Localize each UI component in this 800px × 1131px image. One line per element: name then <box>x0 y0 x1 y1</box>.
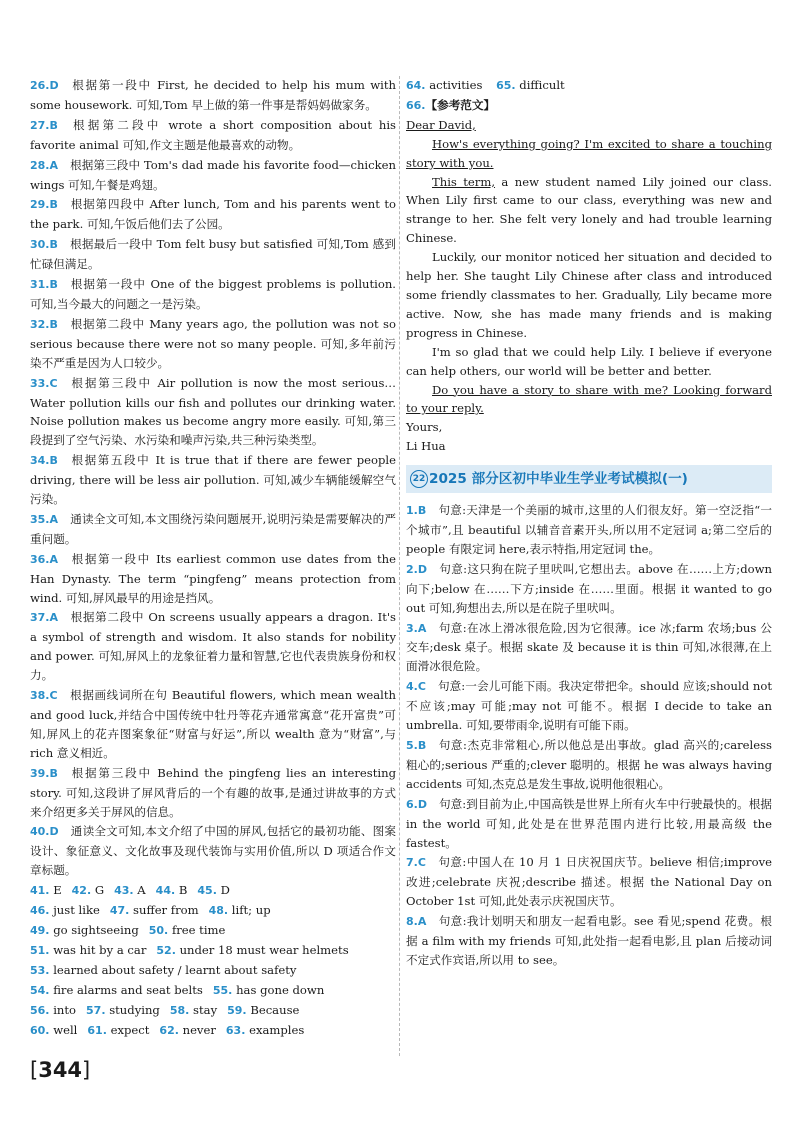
essay-paragraph-4: I'm so glad that we could help Lily. I believe if everyone can help others, our world will be better and better. <box>406 344 772 378</box>
answer-text: free time <box>171 922 226 937</box>
answer-item <box>30 116 396 155</box>
answer-item <box>30 764 396 822</box>
essay-paragraph-1: How's everything going? I'm excited to share a touching story with you. <box>406 136 772 170</box>
question-number: 28. <box>30 158 50 172</box>
explanation-text: 句意:在冰上滑冰很危险,因为它很薄。ice 冰;farm 农场;bus 公交车;desk 桌子。根据 skate 及 because it is thin 可知,冰很薄,在上面滑冰很危险。 <box>406 620 772 674</box>
answer-choice: B <box>49 238 58 252</box>
explanation-text: 句意:中国人在 10 月 1 日庆祝国庆节。believe 相信;improve 改进;celebrate 庆祝;describe 描述。根据 the National Day on October 1st 可知,此处表示庆祝国庆节。 <box>406 855 772 909</box>
short-answer-row <box>30 881 396 901</box>
answer-text: D <box>220 883 230 898</box>
left-answer-list <box>30 76 396 880</box>
answer-choice: D <box>49 79 59 92</box>
answer-text: well <box>53 1022 78 1037</box>
essay-signature: Li Hua <box>406 439 446 454</box>
question-number: 6. <box>406 797 418 811</box>
question-number: 7. <box>406 856 418 870</box>
answer-choice: B <box>49 766 58 780</box>
answer-number: 58. <box>169 1003 190 1017</box>
explanation-text: 根据第三段中 Behind the pingfeng lies an interesting story. 可知,这段讲了屏风背后的一个有趣的故事,是通过讲故事的方式来介绍更多关于屏风的信息。 <box>30 765 396 819</box>
answer-item <box>30 822 396 880</box>
answer-item <box>406 853 772 911</box>
answer-text: has gone down <box>236 982 325 997</box>
answer-choice: C <box>49 689 58 703</box>
question-number: 30. <box>30 238 50 252</box>
answer-choice: B <box>417 504 427 518</box>
answer-number: 43. <box>114 884 134 898</box>
answer-item <box>30 510 396 549</box>
question-number: 29. <box>30 198 50 212</box>
short-answer-row <box>30 1021 396 1041</box>
question-number: 4. <box>406 680 418 694</box>
answer-choice: C <box>417 680 426 694</box>
short-answer-row <box>30 941 396 961</box>
explanation-text: 根据第四段中 After lunch, Tom and his parents went to the park. 可知,午饭后他们去了公园。 <box>30 197 396 232</box>
answer-item <box>30 451 396 509</box>
answer-text: was hit by a car <box>53 942 147 957</box>
answer-choice: A <box>49 158 59 172</box>
answer-item <box>30 195 396 234</box>
answer-number: 56. <box>30 1003 50 1017</box>
answer-item <box>406 501 772 559</box>
essay-label: 66.【参考范文】 <box>406 97 496 112</box>
question-number: 1. <box>406 504 418 518</box>
short-answer-row <box>30 981 396 1001</box>
answer-item <box>30 608 396 685</box>
answer-number: 61. <box>87 1023 107 1037</box>
answer-item <box>406 736 772 794</box>
answer-item <box>30 315 396 373</box>
answer-text: B <box>178 883 188 898</box>
answer-number: 47. <box>109 904 130 918</box>
explanation-text: 通读全文可知,本文介绍了中国的屏风,包括它的最初功能、图案设计、象征意义、文化故事及现代装饰与实用价值,所以 D 项适合作文章标题。 <box>30 824 396 878</box>
answer-number: 60. <box>30 1023 50 1037</box>
explanation-text: 根据画线词所在句 Beautiful flowers, which mean wealth and good luck,并结合中国传统中牡丹等花卉通常寓意“花开富贵”可知,屏风上的花卉图案象征“财富与好运”,所以 wealth 意为“财富”,与 rich 意义相近。 <box>30 688 396 760</box>
section-badge: 22 <box>410 470 428 488</box>
answer-text: suffer from <box>133 903 199 918</box>
answer-number: 42. <box>71 884 92 898</box>
answer-text: lift; up <box>231 903 271 918</box>
answer-choice: A <box>417 621 427 635</box>
answer-choice: B <box>49 278 58 292</box>
answer-text: learned about safety / learnt about safety <box>53 962 297 977</box>
question-number: 34. <box>30 454 50 468</box>
answer-text: go sightseeing <box>53 922 139 937</box>
question-number: 37. <box>30 611 50 625</box>
essay-closing: Yours, <box>406 420 443 435</box>
explanation-text: 句意:天津是一个美丽的城市,这里的人们很友好。第一空泛指“一个城市”,且 beautiful 以辅音音素开头,所以用不定冠词 a;第二空后的 people 有限定词 here,表示特指,用定冠词 the。 <box>406 503 772 556</box>
answer-number: 48. <box>208 904 229 918</box>
answer-item <box>30 235 396 274</box>
explanation-text: 句意:这只狗在院子里吠叫,它想出去。above 在……上方;down 向下;below 在……下方;inside 在……里面。根据 it wanted to go out 可知,狗想出去,所以是在院子里吠叫。 <box>406 561 772 615</box>
answer-choice: C <box>49 376 58 390</box>
answer-number: 45. <box>197 884 217 898</box>
answer-item <box>406 677 772 735</box>
answer-number: 46. <box>30 904 50 918</box>
answer-choice: C <box>417 856 426 870</box>
question-number: 40. <box>30 825 50 839</box>
essay-paragraph-2: This term, a new student named Lily joined our class. When Lily first came to our class, everything was new and strange to her. She felt very lonely and had trouble learning Chinese. <box>406 174 772 246</box>
explanation-text: 根据第一段中 One of the biggest problems is pollution. 可知,当今最大的问题之一是污染。 <box>30 277 396 311</box>
explanation-text: 根据第三段中 Air pollution is now the most serious…Water pollution kills our fish and pollutes our drinking water. Noise pollution makes us become angry more easily. 可知,第三段提到了空气污染、水污染和噪声污染,共三种污染类型。 <box>30 375 396 448</box>
question-number: 5. <box>406 739 418 752</box>
answer-item <box>406 619 772 677</box>
answer-number: 51. <box>30 943 50 957</box>
question-number: 31. <box>30 278 50 292</box>
question-number: 35. <box>30 512 50 526</box>
answer-choice: D <box>417 797 427 811</box>
answer-number: 63. <box>225 1023 246 1037</box>
question-number: 2. <box>406 562 418 576</box>
question-number: 8. <box>406 915 418 929</box>
explanation-text: 句意:到目前为止,中国高铁是世界上所有火车中行驶最快的。根据 in the world 可知,此处是在世界范围内进行比较,用最高级 the fastest。 <box>406 796 772 850</box>
answer-text: just like <box>53 903 100 918</box>
answer-text: examples <box>249 1022 305 1037</box>
answer-number: 65. <box>496 79 516 92</box>
answer-choice: B <box>49 118 58 132</box>
answer-item <box>406 795 772 853</box>
answer-text: under 18 must wear helmets <box>179 942 349 957</box>
answer-item <box>30 374 396 451</box>
essay-paragraph-3: Luckily, our monitor noticed her situation and decided to help her. She taught Lily Chinese after class and introduced some friendly classmates to her. Gradually, Lily became more active. Now, she has made many friends and is making progress in Chinese. <box>406 250 772 340</box>
answer-text: Because <box>250 1002 300 1017</box>
answer-number: 52. <box>156 943 176 957</box>
question-number: 36. <box>30 552 50 566</box>
answer-text: E <box>53 883 62 898</box>
section-title: 2025 部分区初中毕业生学业考试模拟(一) <box>429 471 688 488</box>
answer-number: 64. <box>406 79 426 92</box>
short-answer-row <box>30 1001 396 1021</box>
question-number: 26. <box>30 79 50 92</box>
model-essay <box>406 96 772 456</box>
answer-text: into <box>53 1002 77 1017</box>
answer-text: studying <box>109 1002 160 1017</box>
answer-number: 49. <box>30 923 50 937</box>
short-answer-row <box>30 921 396 941</box>
question-number: 32. <box>30 317 50 331</box>
answer-choice: A <box>417 915 427 929</box>
answer-text: expect <box>110 1022 150 1037</box>
answer-choice: B <box>49 198 58 212</box>
left-column <box>30 76 396 1040</box>
answer-text: activities <box>429 78 483 92</box>
short-answer-list <box>30 881 396 1040</box>
explanation-text: 根据第一段中 Its earliest common use dates from the Han Dynasty. The term “pingfeng” means protection from wind. 可知,屏风最早的用途是挡风。 <box>30 551 396 605</box>
answer-choice: B <box>417 739 427 752</box>
answer-item <box>30 686 396 763</box>
answer-choice: A <box>49 512 59 526</box>
answer-item <box>30 76 396 115</box>
answer-number: 44. <box>155 884 176 898</box>
explanation-text: 句意:一会儿可能下雨。我决定带把伞。should 应该;should not 不应该;may 可能;may not 可能不。根据 I decide to take an umbrella. 可知,要带雨伞,说明有可能下雨。 <box>406 679 772 733</box>
answer-number: 54. <box>30 983 50 997</box>
question-number: 33. <box>30 376 50 390</box>
explanation-text: 根据第五段中 It is true that if there are fewer people driving, there will be less air pollution. 可知,减少车辆能缓解空气污染。 <box>30 453 396 507</box>
answer-choice: B <box>49 317 58 331</box>
explanation-text: 根据最后一段中 Tom felt busy but satisfied 可知,Tom 感到忙碌但满足。 <box>30 237 396 272</box>
explanation-text: 根据第二段中 wrote a short composition about his favorite animal 可知,作文主题是他最喜欢的动物。 <box>30 117 396 152</box>
question-number: 38. <box>30 689 50 703</box>
answer-choice: A <box>49 611 59 625</box>
explanation-text: 句意:杰克非常粗心,所以他总是出事故。glad 高兴的;careless 粗心的;serious 严重的;clever 聪明的。根据 he was always having accidents 可知,杰克总是发生事故,说明他很粗心。 <box>406 738 772 791</box>
answer-item <box>30 156 396 195</box>
question-number: 3. <box>406 621 418 635</box>
answer-item <box>406 560 772 618</box>
answer-item <box>30 550 396 608</box>
answer-text: A <box>137 883 146 898</box>
answer-choice: D <box>417 562 427 576</box>
essay-greeting: Dear David, <box>406 117 476 132</box>
answer-number: 57. <box>86 1003 106 1017</box>
answer-choice: B <box>49 454 58 468</box>
explanation-text: 通读全文可知,本文围绕污染问题展开,说明污染是需要解决的严重问题。 <box>30 511 396 546</box>
column-divider <box>399 76 400 1056</box>
answer-choice: A <box>49 552 59 566</box>
answer-number: 62. <box>159 1023 179 1037</box>
explanation-text: 根据第二段中 Many years ago, the pollution was not so serious because there were not so many people. 可知,多年前污染不严重是因为人口较少。 <box>30 316 396 370</box>
answer-text: difficult <box>519 78 565 92</box>
answer-choice: D <box>49 825 59 839</box>
answer-text: G <box>94 883 105 898</box>
question-number: 27. <box>30 118 50 132</box>
answer-number: 41. <box>30 884 50 898</box>
question-number: 39. <box>30 766 50 780</box>
answer-number: 53. <box>30 963 50 977</box>
essay-paragraph-5: Do you have a story to share with me? Looking forward to your reply. <box>406 382 772 416</box>
answer-number: 50. <box>148 923 169 937</box>
answer-item <box>406 912 772 970</box>
answer-item <box>30 275 396 314</box>
answer-number: 55. <box>212 983 233 997</box>
section-header <box>406 465 772 493</box>
answer-text: fire alarms and seat belts <box>53 982 203 997</box>
answer-text: stay <box>193 1002 218 1017</box>
short-answer-row <box>30 961 396 981</box>
page-number: [344] <box>30 1058 91 1082</box>
answer-number: 59. <box>227 1003 247 1017</box>
explanation-text: 根据第三段中 Tom's dad made his favorite food—chicken wings 可知,午餐是鸡翅。 <box>30 157 396 192</box>
answer-text: never <box>182 1022 216 1037</box>
explanation-text: 根据第二段中 On screens usually appears a dragon. It's a symbol of strength and wisdom. It also stands for nobility and power. 可知,屏风上的龙象征着力量和智慧,它也代表贵族身份和权力。 <box>30 610 396 683</box>
explanation-text: 句意:我计划明天和朋友一起看电影。see 看见;spend 花费。根据 a film with my friends 可知,此处指一起看电影,且 plan 后接动词不定式作宾语,所以用 to see。 <box>406 914 772 967</box>
right-answer-list <box>406 501 772 970</box>
right-column <box>406 76 772 971</box>
explanation-text: 根据第一段中 First, he decided to help his mum with some housework. 可知,Tom 早上做的第一件事是帮妈妈做家务。 <box>30 78 396 112</box>
short-answer-row <box>30 901 396 921</box>
short-answer-row <box>406 76 772 96</box>
